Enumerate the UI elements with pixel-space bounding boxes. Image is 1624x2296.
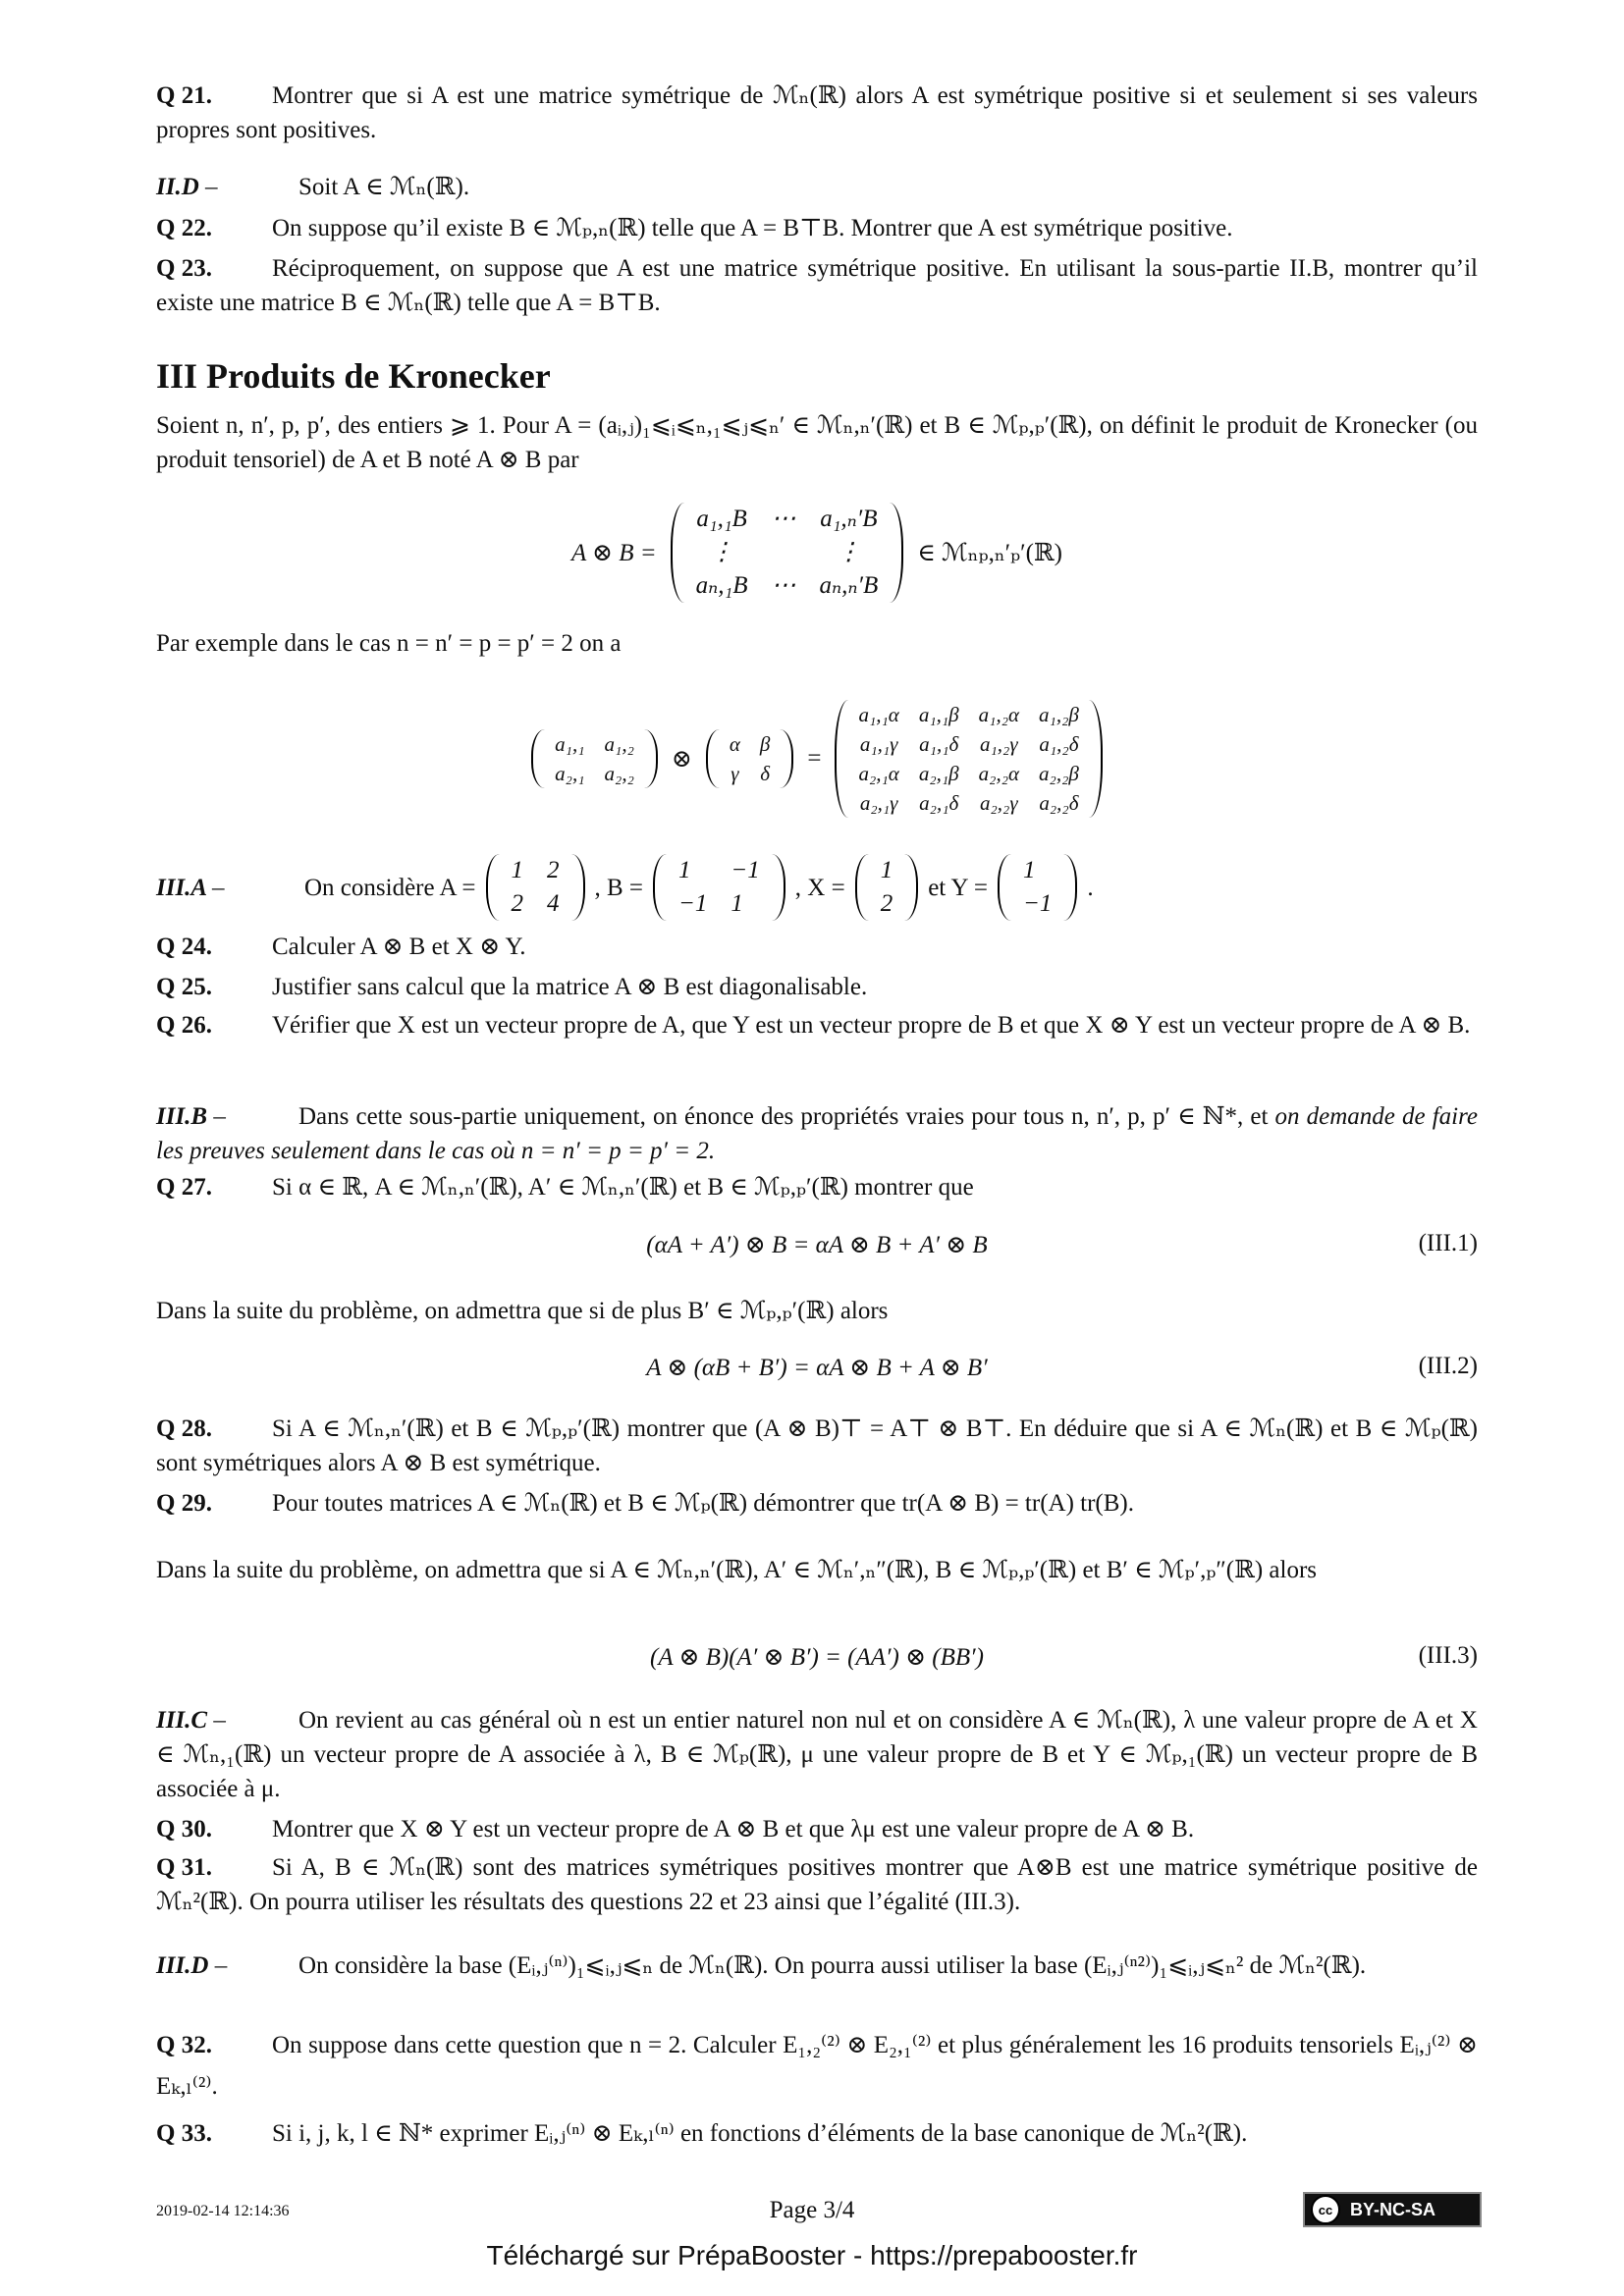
right-parenthesis [1063, 854, 1077, 921]
right-parenthesis [904, 854, 918, 921]
matrix-cell: a₁,₁γ [859, 731, 898, 756]
matrix-cell: −1 [731, 857, 760, 883]
left-parenthesis [998, 854, 1011, 921]
page-number: Page 3/4 [769, 2197, 855, 2223]
admitted-statement-2: Dans la suite du problème, on admettra que si A ∈ ℳₙ,ₙ′(ℝ), A′ ∈ ℳₙ′,ₙ″(ℝ), B ∈ ℳₚ,ₚ′(ℝ) et B′ ∈ ℳₚ′,ₚ″(ℝ) alors [156, 1557, 1318, 1583]
left-parenthesis [835, 700, 848, 818]
left-parenthesis [653, 854, 667, 921]
right-parenthesis [890, 503, 903, 603]
matrix-row [500, 854, 571, 887]
equation-formula: (αA + A′) ⊗ B = αA ⊗ B + A′ ⊗ B [646, 1232, 988, 1258]
subpart-text: Soit A ∈ ℳₙ(ℝ). [298, 174, 470, 200]
right-parenthesis [780, 729, 793, 788]
subpart-iid [156, 170, 1478, 204]
equation-formula: A ⊗ (αB + B′) = αA ⊗ B + A ⊗ B′ [646, 1355, 988, 1381]
matrix-cell: a₂,₁ [555, 761, 585, 785]
left-parenthesis [486, 854, 500, 921]
license-text: BY-NC-SA [1350, 2199, 1436, 2219]
matrix-row [684, 536, 891, 569]
question-label: Q 23. [156, 255, 212, 282]
subpart-label [156, 1099, 298, 1134]
matrix-row [720, 759, 781, 788]
question-text: Calculer A ⊗ B et X ⊗ Y. [272, 934, 526, 960]
subpart-dash: – [214, 1952, 228, 1979]
matrix-cell: ⋮ [709, 538, 734, 565]
question-label: Q 27. [156, 1174, 212, 1201]
subpart-label-text: III.C [156, 1707, 208, 1734]
subpart-label-text: II.D [156, 174, 199, 200]
subpart-text: Dans cette sous-partie uniquement, on énonce des propriétés vraies pour tous n, n′, p, p′ ∈ ℕ*, et [298, 1103, 1275, 1130]
matrix-cell: 1 [731, 890, 743, 917]
subpart-text: . [1087, 874, 1094, 901]
section-title: III Produits de Kronecker [156, 356, 551, 396]
question-label: Q 33. [156, 2120, 212, 2147]
matrix-row [667, 854, 772, 887]
equation-iii-2 [156, 1353, 1478, 1382]
subpart-label [156, 1703, 298, 1737]
question-text: Pour toutes matrices A ∈ ℳₙ(ℝ) et B ∈ ℳₚ(ℝ) démontrer que tr(A ⊗ B) = tr(A) tr(B). [272, 1490, 1135, 1517]
kron-lhs: A ⊗ B = [570, 539, 657, 566]
matrix-cell: 2 [547, 857, 560, 883]
question-text: On suppose dans cette question que n = 2. Calculer E₁,₂⁽²⁾ ⊗ E₂,₁⁽²⁾ et plus généralement les 16 produits tensoriels Eᵢ,ⱼ⁽²⁾ ⊗ Eₖ,ₗ⁽²⁾. [156, 2032, 1478, 2100]
subpart-iiid [156, 1949, 1478, 1983]
kronecker-example [156, 687, 1478, 829]
matrix-cell: a₁,₁ [555, 731, 585, 756]
matrix-cell: ⋯ [771, 505, 796, 532]
question-text: Si A, B ∈ ℳₙ(ℝ) sont des matrices symétriques positives montrer que A⊗B est une matrice symétrique positive de ℳₙ²(ℝ). On pourra utiliser les résultats des questions 22 et 23 ainsi que l’égalité (III.3). [156, 1854, 1478, 1915]
question-label: Q 32. [156, 2032, 212, 2058]
matrix-b [653, 854, 785, 921]
question-label: Q 29. [156, 1490, 212, 1517]
subpart-label [156, 871, 298, 905]
question-text: Réciproquement, on suppose que A est une matrice symétrique positive. En utilisant la sous-partie II.B, montrer qu’il existe une matrice B ∈ ℳₙ(ℝ) telle que A = B⊤B. [156, 255, 1478, 316]
question-text: Justifier sans calcul que la matrice A ⊗ B est diagonalisable. [272, 974, 868, 1000]
question-label: Q 24. [156, 934, 212, 960]
question-label: Q 28. [156, 1415, 212, 1442]
question-text: Si α ∈ ℝ, A ∈ ℳₙ,ₙ′(ℝ), A′ ∈ ℳₙ,ₙ′(ℝ) et B ∈ ℳₚ,ₚ′(ℝ) montrer que [272, 1174, 974, 1201]
question-label: Q 21. [156, 82, 212, 109]
question-32 [156, 2025, 1478, 2108]
matrix-row [684, 569, 891, 603]
matrix-row [848, 729, 1088, 759]
matrix-grid [500, 854, 571, 921]
matrix-cell: a₁,ₙ′B [820, 505, 878, 532]
matrix-row [869, 887, 905, 921]
question-label: Q 25. [156, 974, 212, 1000]
question-label: Q 26. [156, 1012, 212, 1039]
equation-iii-3 [156, 1642, 1478, 1672]
example-matrix-a [531, 729, 658, 788]
matrix-grid [869, 854, 905, 921]
subpart-text: et Y = [928, 874, 989, 901]
equation-iii-1 [156, 1230, 1478, 1259]
matrix-cell: 1 [511, 857, 523, 883]
question-text: Si A ∈ ℳₙ,ₙ′(ℝ) et B ∈ ℳₚ,ₚ′(ℝ) montrer que (A ⊗ B)⊤ = A⊤ ⊗ B⊤. En déduire que si A ∈ ℳₙ(ℝ) et B ∈ ℳₚ(ℝ) sont symétriques alors A ⊗ B est symétrique. [156, 1415, 1478, 1476]
cc-icon: cc [1311, 2195, 1340, 2224]
question-31 [156, 1850, 1478, 1919]
matrix-cell: −1 [1023, 890, 1053, 917]
matrix-cell: a₁,₂β [1039, 702, 1079, 726]
subpart-text: On considère la base (Eᵢ,ⱼ⁽ⁿ⁾)₁⩽ᵢ,ⱼ⩽ₙ de ℳₙ(ℝ). On pourra aussi utiliser la base (Eᵢ,ⱼ⁽ⁿ²⁾)₁⩽ᵢ,ⱼ⩽ₙ² de ℳₙ²(ℝ). [298, 1952, 1367, 1979]
matrix-row [545, 759, 644, 788]
question-29 [156, 1486, 1478, 1521]
question-text: Montrer que X ⊗ Y est un vecteur propre de A ⊗ B et que λμ est une valeur propre de A ⊗ B. [272, 1816, 1195, 1842]
kron-rhs: ∈ ℳₙₚ,ₙ′ₚ′(ℝ) [917, 539, 1063, 566]
matrix-cell [760, 536, 808, 569]
matrix-cell: a₂,₁α [858, 761, 899, 785]
matrix-cell: a₁,₁δ [919, 731, 959, 756]
example-matrix-b [706, 729, 794, 788]
matrix-row [684, 503, 891, 536]
license-badge [1303, 2192, 1482, 2227]
question-label: Q 22. [156, 215, 212, 241]
footer-timestamp: 2019-02-14 12:14:36 [156, 2203, 290, 2219]
question-26 [156, 1008, 1478, 1042]
matrix-grid [684, 503, 891, 603]
download-notice: Téléchargé sur PrépaBooster - https://prepabooster.fr [486, 2240, 1138, 2270]
subpart-text-italic: on demande de faire les preuves seulement dans le cas où n = n′ = p = p′ = 2. [156, 1103, 1478, 1164]
matrix-cell: a₂,₁γ [859, 790, 898, 815]
subpart-dash: – [211, 874, 225, 901]
subpart-label [156, 170, 298, 204]
example-eq: = [807, 744, 822, 772]
matrix-cell: a₂,₂γ [980, 790, 1018, 815]
subpart-text: , B = [594, 874, 644, 901]
right-parenthesis [1089, 700, 1103, 818]
right-parenthesis [571, 854, 585, 921]
question-30 [156, 1812, 1478, 1846]
matrix-grid [545, 729, 644, 788]
matrix-cell: a₂,₂δ [1039, 790, 1079, 815]
subpart-label-text: III.A [156, 874, 206, 901]
matrix-grid [720, 729, 781, 788]
question-25 [156, 970, 1478, 1004]
question-28 [156, 1412, 1478, 1480]
example-result-matrix [835, 700, 1102, 818]
kronecker-definition [156, 496, 1478, 609]
subpart-iiic [156, 1703, 1478, 1806]
subpart-dash: – [213, 1103, 226, 1130]
subpart-iiia [156, 852, 1478, 923]
matrix-grid [848, 700, 1088, 818]
matrix-row [848, 759, 1088, 788]
subpart-label-text: III.D [156, 1952, 209, 1979]
question-text: Si i, j, k, l ∈ ℕ* exprimer Eᵢ,ⱼ⁽ⁿ⁾ ⊗ Eₖ,ₗ⁽ⁿ⁾ en fonctions d’éléments de la base canonique de ℳₙ²(ℝ). [272, 2120, 1248, 2147]
matrix-cell: a₁,₂ [604, 731, 634, 756]
matrix-cell: α [729, 731, 740, 756]
matrix-cell: δ [760, 761, 770, 785]
admitted-statement-1: Dans la suite du problème, on admettra que si de plus B′ ∈ ℳₚ,ₚ′(ℝ) alors [156, 1298, 889, 1324]
matrix-cell: a₁,₁β [918, 702, 959, 726]
equation-formula: (A ⊗ B)(A′ ⊗ B′) = (AA′) ⊗ (BB′) [650, 1644, 984, 1671]
left-parenthesis [671, 503, 684, 603]
matrix-row [500, 887, 571, 921]
matrix-row [1011, 854, 1063, 887]
left-parenthesis [531, 729, 545, 788]
matrix-cell: 4 [547, 890, 560, 917]
matrix-cell: a₁,₂γ [980, 731, 1018, 756]
vector-x [855, 854, 919, 921]
example-op: ⊗ [671, 745, 692, 773]
matrix-cell: a₁,₂δ [1039, 731, 1079, 756]
left-parenthesis [855, 854, 869, 921]
equation-tag: (III.1) [1418, 1230, 1478, 1256]
matrix-row [545, 729, 644, 759]
question-21 [156, 79, 1478, 147]
question-22 [156, 211, 1478, 245]
matrix-grid [1011, 854, 1063, 921]
subpart-label [156, 1949, 298, 1983]
matrix-cell: 1 [1023, 857, 1036, 883]
matrix-cell: a₂,₂ [604, 761, 634, 785]
matrix-cell: 2 [880, 890, 893, 917]
matrix-cell: a₁,₁α [858, 702, 899, 726]
question-24 [156, 930, 1478, 964]
matrix-cell: a₂,₂β [1039, 761, 1079, 785]
subpart-text: On considère A = [304, 874, 476, 901]
matrix-cell: ⋯ [771, 571, 796, 599]
subpart-text: , X = [794, 874, 845, 901]
subpart-label-text: III.B [156, 1103, 208, 1130]
question-text: Montrer que si A est une matrice symétrique de ℳₙ(ℝ) alors A est symétrique positive si et seulement si ses valeurs propres sont positives. [156, 82, 1478, 143]
matrix-cell: ⋮ [836, 538, 861, 565]
matrix-cell: a₂,₁β [918, 761, 959, 785]
matrix-cell: a₂,₁δ [919, 790, 959, 815]
question-text: Vérifier que X est un vecteur propre de A, que Y est un vecteur propre de B et que X ⊗ Y est un vecteur propre de A ⊗ B. [272, 1012, 1471, 1039]
subpart-dash: – [205, 174, 218, 200]
subpart-dash: – [213, 1707, 226, 1734]
subpart-text: On revient au cas général où n est un entier naturel non nul et on considère A ∈ ℳₙ(ℝ), λ une valeur propre de A et X ∈ ℳₙ,₁(ℝ) un vecteur propre de A associée à λ, B ∈ ℳₚ(ℝ), μ une valeur propre de B et Y ∈ ℳₚ,₁(ℝ) un vecteur propre de B associée à μ. [156, 1707, 1478, 1802]
matrix-row [848, 700, 1088, 729]
question-label: Q 31. [156, 1854, 212, 1881]
matrix-row [667, 887, 772, 921]
question-27 [156, 1170, 1478, 1204]
matrix-grid [667, 854, 772, 921]
matrix-cell: a₂,₂α [978, 761, 1020, 785]
matrix-cell: β [759, 731, 771, 756]
right-parenthesis [644, 729, 658, 788]
question-23 [156, 251, 1478, 320]
equation-tag: (III.2) [1418, 1353, 1478, 1379]
matrix-cell: 1 [880, 857, 893, 883]
section-intro: Soient n, n′, p, p′, des entiers ⩾ 1. Pour A = (aᵢ,ⱼ)₁⩽ᵢ⩽ₙ,₁⩽ⱼ⩽ₙ′ ∈ ℳₙ,ₙ′(ℝ) et B ∈ ℳₚ,ₚ′(ℝ), on définit le produit de Kronecker (ou produit tensoriel) de A et B noté A ⊗ B par [156, 412, 1478, 473]
matrix-row [720, 729, 781, 759]
matrix-cell: −1 [678, 890, 708, 917]
matrix-cell: 2 [511, 890, 523, 917]
question-text: On suppose qu’il existe B ∈ ℳₚ,ₙ(ℝ) telle que A = B⊤B. Montrer que A est symétrique positive. [272, 215, 1233, 241]
matrix-cell: a₁,₂α [978, 702, 1020, 726]
question-label: Q 30. [156, 1816, 212, 1842]
matrix-row [848, 788, 1088, 818]
matrix-cell: γ [731, 761, 739, 785]
matrix-a [486, 854, 585, 921]
matrix-cell: 1 [678, 857, 691, 883]
matrix-row [869, 854, 905, 887]
matrix-cell: aₙ,₁B [695, 571, 748, 599]
question-33 [156, 2116, 1478, 2151]
example-intro: Par exemple dans le cas n = n′ = p = p′ = 2 on a [156, 630, 622, 657]
matrix-cell: aₙ,ₙ′B [819, 571, 879, 599]
kron-block-matrix [671, 503, 904, 603]
right-parenthesis [772, 854, 785, 921]
matrix-cell: a₁,₁B [696, 505, 747, 532]
subpart-iiib [156, 1099, 1478, 1168]
vector-y [998, 854, 1077, 921]
left-parenthesis [706, 729, 720, 788]
matrix-row [1011, 887, 1063, 921]
equation-tag: (III.3) [1418, 1642, 1478, 1669]
